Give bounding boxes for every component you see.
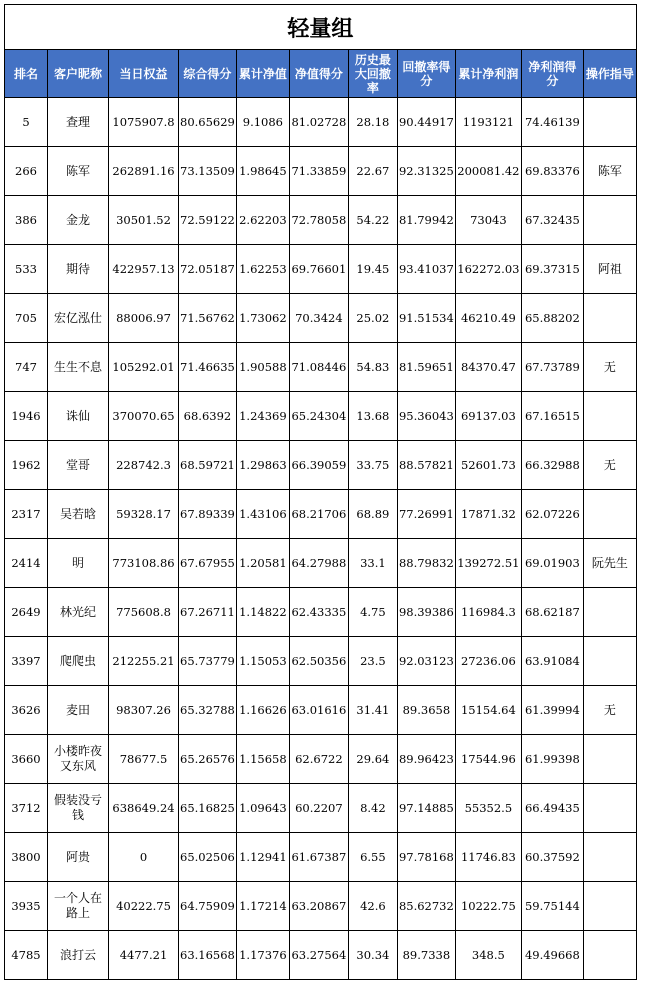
cell-drawdown-score: 98.39386 bbox=[397, 588, 455, 637]
cell-nav-score: 71.08446 bbox=[289, 343, 348, 392]
cell-equity: 262891.16 bbox=[109, 147, 179, 196]
cell-guide bbox=[583, 490, 636, 539]
title-row bbox=[5, 5, 637, 50]
cell-cum-profit: 17871.32 bbox=[455, 490, 521, 539]
cell-drawdown-score: 81.59651 bbox=[397, 343, 455, 392]
cell-nickname: 假装没亏钱 bbox=[48, 784, 109, 833]
cell-cum-profit: 10222.75 bbox=[455, 882, 521, 931]
cell-equity: 422957.13 bbox=[109, 245, 179, 294]
cell-profit-score: 67.73789 bbox=[521, 343, 583, 392]
cell-total-score: 63.16568 bbox=[179, 931, 237, 980]
cell-equity: 638649.24 bbox=[109, 784, 179, 833]
cell-max-drawdown: 54.22 bbox=[348, 196, 397, 245]
header-guide: 操作指导 bbox=[583, 50, 636, 98]
cell-equity: 30501.52 bbox=[109, 196, 179, 245]
header-rank: 排名 bbox=[5, 50, 48, 98]
cell-nickname: 林光纪 bbox=[48, 588, 109, 637]
cell-rank: 1946 bbox=[5, 392, 48, 441]
cell-cum-profit: 69137.03 bbox=[455, 392, 521, 441]
cell-drawdown-score: 97.78168 bbox=[397, 833, 455, 882]
cell-cum-nav: 1.43106 bbox=[236, 490, 289, 539]
cell-rank: 386 bbox=[5, 196, 48, 245]
cell-total-score: 68.6392 bbox=[179, 392, 237, 441]
cell-drawdown-score: 85.62732 bbox=[397, 882, 455, 931]
table-body bbox=[5, 98, 637, 980]
cell-equity: 4477.21 bbox=[109, 931, 179, 980]
cell-nickname: 阿贵 bbox=[48, 833, 109, 882]
cell-guide bbox=[583, 833, 636, 882]
table-row bbox=[5, 588, 637, 637]
cell-guide bbox=[583, 931, 636, 980]
cell-nickname: 浪打云 bbox=[48, 931, 109, 980]
cell-cum-profit: 139272.51 bbox=[455, 539, 521, 588]
cell-nickname: 金龙 bbox=[48, 196, 109, 245]
cell-nav-score: 63.01616 bbox=[289, 686, 348, 735]
cell-total-score: 67.26711 bbox=[179, 588, 237, 637]
header-nav-score: 净值得分 bbox=[289, 50, 348, 98]
cell-equity: 98307.26 bbox=[109, 686, 179, 735]
cell-rank: 747 bbox=[5, 343, 48, 392]
table-row bbox=[5, 441, 637, 490]
cell-profit-score: 61.39994 bbox=[521, 686, 583, 735]
cell-cum-nav: 1.09643 bbox=[236, 784, 289, 833]
cell-cum-nav: 1.24369 bbox=[236, 392, 289, 441]
header-nickname: 客户昵称 bbox=[48, 50, 109, 98]
cell-cum-nav: 1.15658 bbox=[236, 735, 289, 784]
cell-guide: 阿祖 bbox=[583, 245, 636, 294]
cell-rank: 1962 bbox=[5, 441, 48, 490]
cell-cum-nav: 1.12941 bbox=[236, 833, 289, 882]
cell-rank: 705 bbox=[5, 294, 48, 343]
cell-nav-score: 62.6722 bbox=[289, 735, 348, 784]
cell-max-drawdown: 22.67 bbox=[348, 147, 397, 196]
cell-drawdown-score: 89.7338 bbox=[397, 931, 455, 980]
cell-guide bbox=[583, 882, 636, 931]
cell-nickname: 明 bbox=[48, 539, 109, 588]
cell-cum-nav: 1.20581 bbox=[236, 539, 289, 588]
cell-cum-nav: 1.29863 bbox=[236, 441, 289, 490]
cell-cum-nav: 1.98645 bbox=[236, 147, 289, 196]
cell-nav-score: 62.43335 bbox=[289, 588, 348, 637]
cell-profit-score: 74.46139 bbox=[521, 98, 583, 147]
table-row bbox=[5, 686, 637, 735]
cell-total-score: 71.56762 bbox=[179, 294, 237, 343]
header-total-score: 综合得分 bbox=[179, 50, 237, 98]
cell-max-drawdown: 30.34 bbox=[348, 931, 397, 980]
table-row bbox=[5, 490, 637, 539]
cell-equity: 212255.21 bbox=[109, 637, 179, 686]
cell-total-score: 68.59721 bbox=[179, 441, 237, 490]
cell-equity: 228742.3 bbox=[109, 441, 179, 490]
cell-max-drawdown: 13.68 bbox=[348, 392, 397, 441]
cell-equity: 88006.97 bbox=[109, 294, 179, 343]
cell-guide bbox=[583, 294, 636, 343]
cell-nickname: 陈军 bbox=[48, 147, 109, 196]
table-row bbox=[5, 637, 637, 686]
ranking-table bbox=[4, 4, 637, 980]
cell-profit-score: 65.88202 bbox=[521, 294, 583, 343]
cell-rank: 3800 bbox=[5, 833, 48, 882]
table-row bbox=[5, 784, 637, 833]
cell-guide bbox=[583, 784, 636, 833]
cell-total-score: 67.89339 bbox=[179, 490, 237, 539]
cell-equity: 775608.8 bbox=[109, 588, 179, 637]
cell-cum-nav: 1.73062 bbox=[236, 294, 289, 343]
cell-nickname: 生生不息 bbox=[48, 343, 109, 392]
cell-max-drawdown: 25.02 bbox=[348, 294, 397, 343]
cell-max-drawdown: 33.1 bbox=[348, 539, 397, 588]
cell-total-score: 72.05187 bbox=[179, 245, 237, 294]
cell-max-drawdown: 29.64 bbox=[348, 735, 397, 784]
cell-guide: 陈军 bbox=[583, 147, 636, 196]
cell-profit-score: 62.07226 bbox=[521, 490, 583, 539]
header-drawdown-score: 回撤率得分 bbox=[397, 50, 455, 98]
cell-cum-nav: 1.62253 bbox=[236, 245, 289, 294]
cell-rank: 3397 bbox=[5, 637, 48, 686]
cell-profit-score: 69.01903 bbox=[521, 539, 583, 588]
cell-guide bbox=[583, 392, 636, 441]
cell-cum-profit: 11746.83 bbox=[455, 833, 521, 882]
cell-equity: 40222.75 bbox=[109, 882, 179, 931]
header-max-drawdown: 历史最大回撤率 bbox=[348, 50, 397, 98]
cell-profit-score: 66.49435 bbox=[521, 784, 583, 833]
cell-cum-profit: 200081.42 bbox=[455, 147, 521, 196]
cell-rank: 533 bbox=[5, 245, 48, 294]
cell-nav-score: 63.27564 bbox=[289, 931, 348, 980]
cell-nav-score: 70.3424 bbox=[289, 294, 348, 343]
cell-cum-profit: 17544.96 bbox=[455, 735, 521, 784]
cell-max-drawdown: 54.83 bbox=[348, 343, 397, 392]
cell-nav-score: 64.27988 bbox=[289, 539, 348, 588]
table-row bbox=[5, 539, 637, 588]
header-row bbox=[5, 50, 637, 98]
cell-drawdown-score: 81.79942 bbox=[397, 196, 455, 245]
table-row bbox=[5, 196, 637, 245]
cell-nickname: 爬爬虫 bbox=[48, 637, 109, 686]
cell-profit-score: 69.37315 bbox=[521, 245, 583, 294]
table-row bbox=[5, 147, 637, 196]
cell-cum-profit: 84370.47 bbox=[455, 343, 521, 392]
cell-rank: 2649 bbox=[5, 588, 48, 637]
cell-nickname: 小楼昨夜又东风 bbox=[48, 735, 109, 784]
cell-nav-score: 68.21706 bbox=[289, 490, 348, 539]
table-row bbox=[5, 294, 637, 343]
cell-profit-score: 68.62187 bbox=[521, 588, 583, 637]
cell-cum-nav: 1.15053 bbox=[236, 637, 289, 686]
cell-cum-profit: 27236.06 bbox=[455, 637, 521, 686]
cell-cum-nav: 1.90588 bbox=[236, 343, 289, 392]
table-row bbox=[5, 245, 637, 294]
cell-nav-score: 60.2207 bbox=[289, 784, 348, 833]
cell-rank: 5 bbox=[5, 98, 48, 147]
cell-profit-score: 66.32988 bbox=[521, 441, 583, 490]
cell-max-drawdown: 68.89 bbox=[348, 490, 397, 539]
cell-max-drawdown: 33.75 bbox=[348, 441, 397, 490]
cell-profit-score: 67.32435 bbox=[521, 196, 583, 245]
cell-profit-score: 59.75144 bbox=[521, 882, 583, 931]
cell-guide: 无 bbox=[583, 686, 636, 735]
cell-equity: 1075907.8 bbox=[109, 98, 179, 147]
cell-total-score: 65.73779 bbox=[179, 637, 237, 686]
cell-max-drawdown: 28.18 bbox=[348, 98, 397, 147]
cell-rank: 2414 bbox=[5, 539, 48, 588]
cell-rank: 3626 bbox=[5, 686, 48, 735]
cell-profit-score: 61.99398 bbox=[521, 735, 583, 784]
cell-cum-profit: 73043 bbox=[455, 196, 521, 245]
cell-total-score: 64.75909 bbox=[179, 882, 237, 931]
cell-equity: 78677.5 bbox=[109, 735, 179, 784]
cell-equity: 105292.01 bbox=[109, 343, 179, 392]
cell-rank: 3660 bbox=[5, 735, 48, 784]
cell-nav-score: 61.67387 bbox=[289, 833, 348, 882]
header-cum-nav: 累计净值 bbox=[236, 50, 289, 98]
cell-total-score: 65.02506 bbox=[179, 833, 237, 882]
cell-max-drawdown: 8.42 bbox=[348, 784, 397, 833]
cell-max-drawdown: 42.6 bbox=[348, 882, 397, 931]
cell-guide: 无 bbox=[583, 343, 636, 392]
cell-total-score: 65.26576 bbox=[179, 735, 237, 784]
cell-nav-score: 62.50356 bbox=[289, 637, 348, 686]
cell-guide bbox=[583, 196, 636, 245]
cell-equity: 0 bbox=[109, 833, 179, 882]
cell-cum-profit: 52601.73 bbox=[455, 441, 521, 490]
cell-nav-score: 66.39059 bbox=[289, 441, 348, 490]
cell-guide: 无 bbox=[583, 441, 636, 490]
cell-total-score: 72.59122 bbox=[179, 196, 237, 245]
table-row bbox=[5, 833, 637, 882]
cell-nav-score: 69.76601 bbox=[289, 245, 348, 294]
cell-cum-nav: 9.1086 bbox=[236, 98, 289, 147]
cell-guide bbox=[583, 735, 636, 784]
cell-nickname: 宏亿泓仕 bbox=[48, 294, 109, 343]
cell-max-drawdown: 31.41 bbox=[348, 686, 397, 735]
cell-total-score: 65.32788 bbox=[179, 686, 237, 735]
cell-profit-score: 49.49668 bbox=[521, 931, 583, 980]
cell-cum-nav: 1.17376 bbox=[236, 931, 289, 980]
cell-drawdown-score: 89.96423 bbox=[397, 735, 455, 784]
cell-drawdown-score: 88.79832 bbox=[397, 539, 455, 588]
cell-nav-score: 72.78058 bbox=[289, 196, 348, 245]
cell-drawdown-score: 88.57821 bbox=[397, 441, 455, 490]
cell-rank: 266 bbox=[5, 147, 48, 196]
cell-nickname: 堂哥 bbox=[48, 441, 109, 490]
cell-drawdown-score: 77.26991 bbox=[397, 490, 455, 539]
table-row bbox=[5, 98, 637, 147]
table-row bbox=[5, 882, 637, 931]
cell-max-drawdown: 19.45 bbox=[348, 245, 397, 294]
cell-nickname: 诛仙 bbox=[48, 392, 109, 441]
cell-profit-score: 67.16515 bbox=[521, 392, 583, 441]
cell-equity: 370070.65 bbox=[109, 392, 179, 441]
cell-guide: 阮先生 bbox=[583, 539, 636, 588]
table-row bbox=[5, 735, 637, 784]
cell-max-drawdown: 6.55 bbox=[348, 833, 397, 882]
cell-nickname: 期待 bbox=[48, 245, 109, 294]
cell-nav-score: 81.02728 bbox=[289, 98, 348, 147]
cell-cum-profit: 116984.3 bbox=[455, 588, 521, 637]
cell-nickname: 吴若晗 bbox=[48, 490, 109, 539]
cell-cum-nav: 1.16626 bbox=[236, 686, 289, 735]
cell-total-score: 67.67955 bbox=[179, 539, 237, 588]
table-row bbox=[5, 392, 637, 441]
header-equity: 当日权益 bbox=[109, 50, 179, 98]
cell-profit-score: 60.37592 bbox=[521, 833, 583, 882]
cell-nickname: 查理 bbox=[48, 98, 109, 147]
cell-rank: 2317 bbox=[5, 490, 48, 539]
cell-cum-profit: 348.5 bbox=[455, 931, 521, 980]
cell-max-drawdown: 4.75 bbox=[348, 588, 397, 637]
cell-equity: 773108.86 bbox=[109, 539, 179, 588]
cell-nav-score: 65.24304 bbox=[289, 392, 348, 441]
table-row bbox=[5, 343, 637, 392]
cell-guide bbox=[583, 637, 636, 686]
cell-drawdown-score: 89.3658 bbox=[397, 686, 455, 735]
cell-profit-score: 63.91084 bbox=[521, 637, 583, 686]
cell-cum-nav: 1.17214 bbox=[236, 882, 289, 931]
cell-equity: 59328.17 bbox=[109, 490, 179, 539]
cell-nickname: 麦田 bbox=[48, 686, 109, 735]
cell-rank: 3712 bbox=[5, 784, 48, 833]
cell-max-drawdown: 23.5 bbox=[348, 637, 397, 686]
cell-nickname: 一个人在路上 bbox=[48, 882, 109, 931]
cell-rank: 3935 bbox=[5, 882, 48, 931]
cell-drawdown-score: 92.31325 bbox=[397, 147, 455, 196]
cell-drawdown-score: 97.14885 bbox=[397, 784, 455, 833]
cell-rank: 4785 bbox=[5, 931, 48, 980]
cell-cum-nav: 1.14822 bbox=[236, 588, 289, 637]
cell-cum-profit: 46210.49 bbox=[455, 294, 521, 343]
cell-cum-profit: 55352.5 bbox=[455, 784, 521, 833]
cell-drawdown-score: 93.41037 bbox=[397, 245, 455, 294]
cell-cum-profit: 15154.64 bbox=[455, 686, 521, 735]
cell-cum-profit: 162272.03 bbox=[455, 245, 521, 294]
cell-drawdown-score: 90.44917 bbox=[397, 98, 455, 147]
cell-drawdown-score: 92.03123 bbox=[397, 637, 455, 686]
cell-guide bbox=[583, 98, 636, 147]
table-row bbox=[5, 931, 637, 980]
cell-total-score: 65.16825 bbox=[179, 784, 237, 833]
cell-nav-score: 63.20867 bbox=[289, 882, 348, 931]
cell-total-score: 73.13509 bbox=[179, 147, 237, 196]
header-cum-profit: 累计净利润 bbox=[455, 50, 521, 98]
cell-drawdown-score: 91.51534 bbox=[397, 294, 455, 343]
cell-guide bbox=[583, 588, 636, 637]
cell-total-score: 71.46635 bbox=[179, 343, 237, 392]
cell-cum-nav: 2.62203 bbox=[236, 196, 289, 245]
header-profit-score: 净利润得分 bbox=[521, 50, 583, 98]
cell-profit-score: 69.83376 bbox=[521, 147, 583, 196]
cell-nav-score: 71.33859 bbox=[289, 147, 348, 196]
cell-drawdown-score: 95.36043 bbox=[397, 392, 455, 441]
table-title: 轻量组 bbox=[5, 5, 637, 50]
cell-cum-profit: 1193121 bbox=[455, 98, 521, 147]
cell-total-score: 80.65629 bbox=[179, 98, 237, 147]
